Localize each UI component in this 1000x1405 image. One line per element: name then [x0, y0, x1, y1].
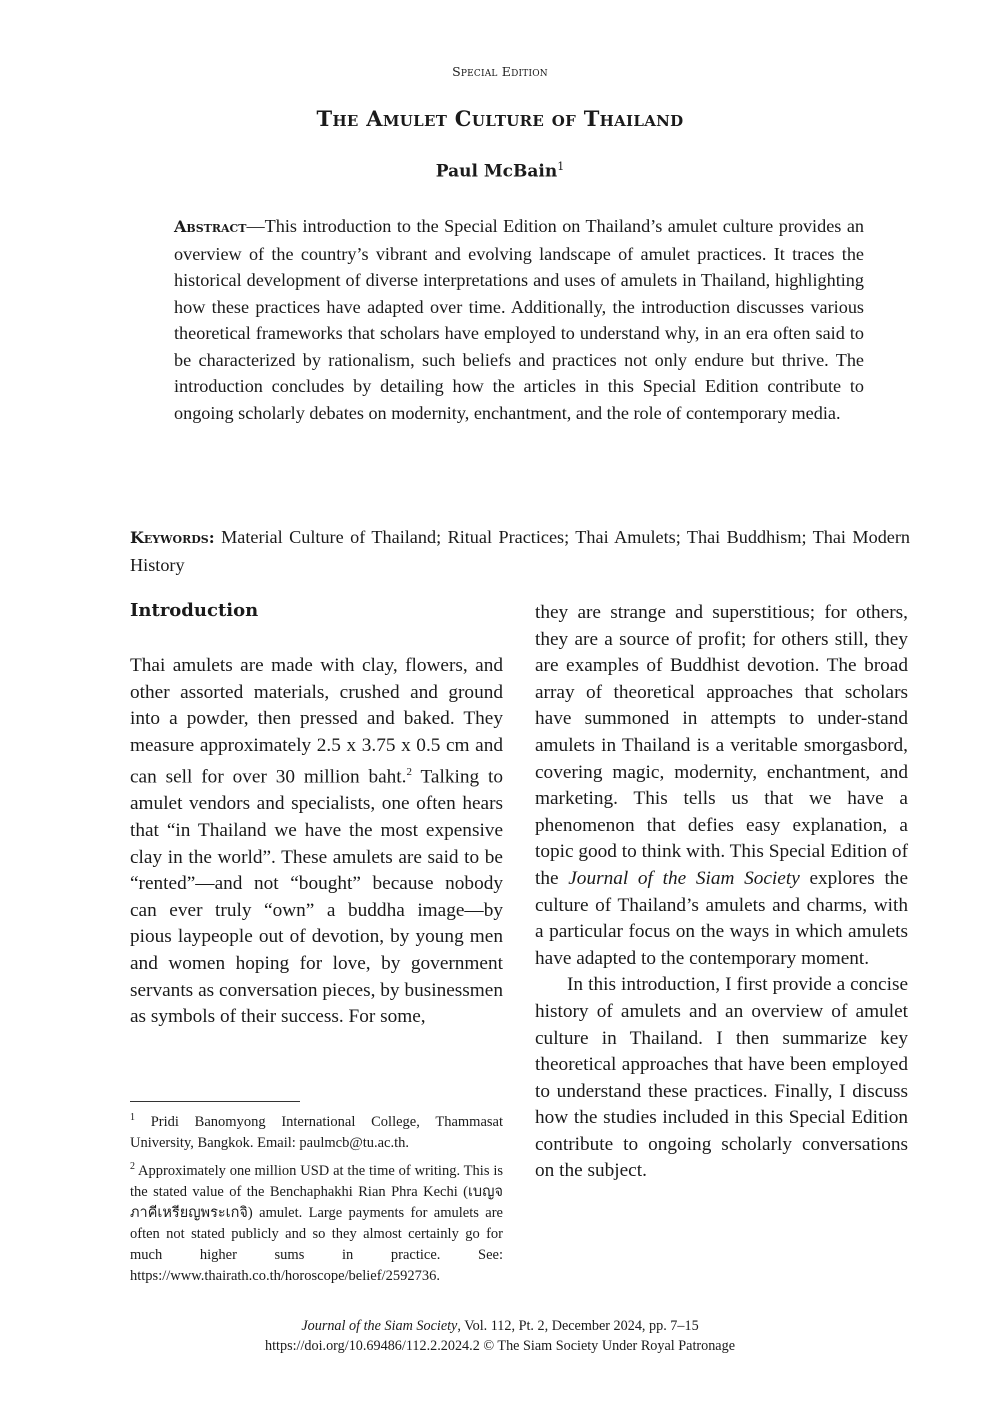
keywords: [130, 524, 910, 578]
body-text: Thai amulets are made with clay, flowers, and other assorted materials, crushed and ground into a powder, then pressed and baked. They measure approximately 2.5 x 3.75 x 0.5 cm and can sell for over 30 million baht.: [130, 655, 503, 788]
abstract-label: Abstract: [174, 217, 247, 236]
section-heading-introduction: Introduction: [130, 600, 259, 621]
footer-volume: , Vol. 112, Pt. 2, December 2024, pp. 7–15: [457, 1318, 699, 1334]
author-footnote-marker[interactable]: 1: [557, 160, 565, 173]
abstract-text: —This introduction to the Special Edition on Thailand’s amulet culture provides an overview of the country’s vibrant and evolving landscape of amulet practices. It traces the historical development of diverse interpretations and uses of amulets in Thailand, highlighting how these practices have adapted over time. Additionally, the introduction discusses various theoretical frameworks that scholars have employed to understand why, in an era often said to be characterized by rationalism, such beliefs and practices not only endure but thrive. The introduction concludes by detailing how the articles in this Special Edition contribute to ongoing scholarly debates on modernity, enchantment, and the role of contemporary media.: [174, 216, 864, 423]
body-paragraph: In this introduction, I first provide a concise history of amulets and an overview of amulet culture in Thailand. I then summarize key theoretical approaches that have been employed to understand these practices. Finally, I discuss how the studies included in this Special Edition contribute to ongoing scholarly conversations on the subject.: [535, 974, 908, 1182]
footnote-number: 2: [130, 1160, 135, 1172]
keywords-label: Keywords:: [130, 528, 215, 547]
journal-name: Journal of the Siam Society: [568, 867, 800, 889]
body-text: explores the culture of Thailand’s amulets and charms, with a particular focus on the ways in which amulets have adapted to the contemporary moment.: [535, 867, 909, 969]
footnote-2: [130, 1156, 503, 1287]
footer-doi[interactable]: https://doi.org/10.69486/112.2.2024.2 © The Siam Society Under Royal Patronage: [265, 1338, 735, 1354]
abstract: [174, 213, 864, 426]
footer-citation: [0, 1316, 1000, 1336]
author-name: Paul McBain: [435, 161, 558, 182]
running-head: Special Edition: [452, 64, 548, 79]
footnotes: [130, 1107, 503, 1289]
body-text: Talking to amulet vendors and specialists, one often hears that “in Thailand we have the most expensive clay in the world”. These amulets are said to be “rented”—and not “bought” because nobody can ever truly “own” a buddha image—by pious laypeople out of devotion, by young men and women hoping for love, by government servants as conversation pieces, by businessmen as symbols of their success. For some,: [130, 766, 503, 1028]
author-line: [0, 160, 1000, 182]
footnote-number: 1: [130, 1112, 135, 1123]
body-text: they are strange and superstitious; for others, they are a source of profit; for others still, they are examples of Buddhist devotion. The broad array of theoretical approaches that scholars have summoned in attempts to under-stand amulets in Thailand is a veritable smorgasbord, covering magic, modernity, enchantment, and marketing. This tells us that we have a phenomenon that defies easy explanation, a topic good to think with. This Special Edition of the: [535, 602, 908, 889]
footnote-text: Approximately one million USD at the time of writing. This is the stated value of the Benchaphakhi Rian Phra Kechi (เบญจภาคีเหรียญพระเกจิ) amulet. Large payments for amulets are often not stated publicly and so they almost certainly go for much higher sums in practice. See: https://www.thairath.co.th/horoscope/belief/2592736.: [130, 1162, 503, 1284]
body-column-right: [535, 600, 908, 1185]
body-column-left: [130, 653, 503, 1031]
footnote-text: Pridi Banomyong International College, Thammasat University, Bangkok. Email: paulmcb@tu.ac.th.: [130, 1113, 503, 1151]
footnote-divider: [130, 1101, 300, 1102]
body-paragraph: [130, 653, 503, 1031]
footnote-1: [130, 1107, 503, 1154]
article-title: The Amulet Culture of Thailand: [316, 106, 684, 131]
keywords-text: Material Culture of Thailand; Ritual Practices; Thai Amulets; Thai Buddhism; Thai Modern History: [130, 527, 911, 575]
body-paragraph: [535, 600, 908, 972]
footer-journal: Journal of the Siam Society: [301, 1318, 458, 1334]
footnote-ref[interactable]: 2: [406, 766, 412, 779]
